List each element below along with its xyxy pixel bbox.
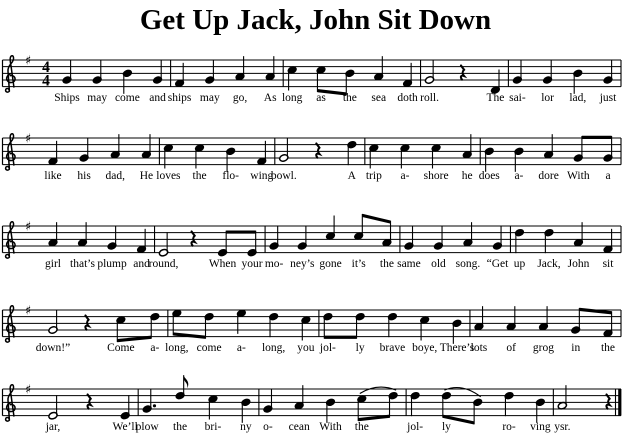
- lyric-syllable: With: [319, 420, 342, 433]
- lyric-syllable: gone: [319, 257, 342, 270]
- lyric-syllable: the: [342, 91, 357, 104]
- eighth-flag: [184, 375, 189, 388]
- lyric-syllable: Come: [107, 341, 135, 354]
- beam: [173, 332, 205, 339]
- lyric-syllable: dad,: [105, 170, 126, 183]
- beam: [226, 230, 256, 233]
- lyric-syllable: his: [77, 170, 91, 183]
- lyric-syllable: may: [87, 91, 108, 104]
- lyric-syllable: a: [605, 170, 611, 183]
- lyric-syllable: old: [431, 257, 446, 270]
- song-title: Get Up Jack, John Sit Down: [139, 4, 492, 36]
- lyric-syllable: roll.: [420, 91, 439, 104]
- lyric-syllable: may: [199, 91, 220, 104]
- lyric-syllable: the: [173, 420, 188, 433]
- lyric-syllable: long,: [165, 341, 189, 354]
- quarter-rest: [88, 395, 91, 409]
- lyric-syllable: a-: [236, 341, 246, 354]
- lyric-syllable: a-: [150, 341, 160, 354]
- quarter-rest: [316, 144, 319, 158]
- lyric-syllable: When: [208, 257, 237, 270]
- lyric-syllable: We’ll: [112, 420, 138, 433]
- lyric-syllable: long: [281, 91, 303, 104]
- slur: [360, 387, 396, 393]
- lyric-syllable: come: [196, 341, 222, 354]
- lyric-syllable: he: [461, 170, 473, 183]
- quarter-rest: [191, 232, 194, 246]
- lyric-syllable: jol-: [319, 341, 336, 354]
- lyric-syllable: up: [513, 257, 526, 270]
- lyric-syllable: in: [571, 341, 581, 354]
- lyric-syllable: dore: [538, 170, 559, 183]
- lyric-syllable: cean: [288, 420, 310, 433]
- beam: [579, 308, 611, 315]
- lyric-syllable: go,: [232, 91, 248, 104]
- lyric-syllable: as: [316, 91, 326, 104]
- lyric-syllable: the: [192, 170, 207, 183]
- lyric-syllable: John: [567, 257, 590, 270]
- lyric-syllable: does: [478, 170, 500, 183]
- lyric-syllable: “Get: [486, 257, 509, 270]
- quarter-rest: [85, 316, 88, 330]
- lyric-syllable: brave: [379, 341, 406, 354]
- lyric-syllable: ving: [530, 420, 551, 433]
- lyric-syllable: ney’s: [290, 257, 315, 270]
- lyric-syllable: wing: [250, 170, 274, 183]
- lyric-syllable: ly: [355, 341, 365, 354]
- beam: [362, 214, 390, 224]
- lyric-syllable: ships: [167, 91, 192, 104]
- lyric-syllable: the: [379, 257, 394, 270]
- lyric-syllable: it’s: [351, 257, 366, 270]
- staff-system-3: [0, 202, 631, 276]
- lyric-syllable: down!”: [35, 341, 71, 354]
- lyric-syllable: and: [133, 257, 150, 270]
- quarter-rest: [606, 395, 609, 409]
- lyric-syllable: of: [506, 341, 517, 354]
- time-signature-numerator: 4: [42, 59, 50, 76]
- lyric-syllable: bri-: [204, 420, 222, 433]
- lyric-syllable: lad,: [569, 91, 587, 104]
- lyric-syllable: your: [241, 257, 263, 270]
- key-signature-sharp: ♯: [24, 302, 32, 318]
- lyric-syllable: sai-: [509, 91, 526, 104]
- lyric-syllable: round,: [148, 257, 179, 270]
- lyric-syllable: come: [114, 91, 140, 104]
- lyric-syllable: shore: [423, 170, 449, 183]
- key-signature-sharp: ♯: [24, 218, 32, 234]
- lyric-syllable: the: [600, 341, 616, 354]
- lyric-syllable: flo-: [222, 170, 239, 183]
- key-signature-sharp: ♯: [24, 130, 32, 146]
- lyric-syllable: There’s: [439, 341, 475, 354]
- lyric-syllable: plump: [97, 257, 127, 270]
- lyric-syllable: you: [297, 341, 315, 354]
- lyric-syllable: jar,: [45, 420, 61, 433]
- lyric-syllable: long,: [261, 341, 286, 354]
- lyric-syllable: He: [139, 170, 154, 183]
- lyric-syllable: o-: [263, 420, 273, 433]
- lyric-syllable: bowl.: [270, 170, 297, 183]
- lyric-syllable: ny: [240, 420, 252, 433]
- lyric-syllable: doth: [397, 91, 418, 104]
- lyric-syllable: and: [149, 91, 166, 104]
- lyric-syllable: boye,: [412, 341, 438, 354]
- lyric-syllable: ysr.: [554, 420, 571, 433]
- lyric-syllable: A: [347, 170, 356, 183]
- staff-system-2: [0, 114, 631, 188]
- lyric-syllable: lots: [470, 341, 488, 354]
- time-signature-denominator: 4: [42, 72, 50, 90]
- lyric-syllable: loves: [156, 170, 181, 183]
- quarter-rest: [461, 66, 464, 80]
- lyric-syllable: Ships: [54, 91, 80, 104]
- lyric-syllable: a-: [400, 170, 410, 183]
- lyric-syllable: jol-: [407, 420, 424, 433]
- lyric-syllable: ro-: [502, 420, 516, 433]
- lyric-syllable: just: [599, 91, 617, 104]
- lyric-syllable: girl: [45, 257, 61, 270]
- lyric-syllable: the: [354, 420, 369, 433]
- key-signature-sharp: ♯: [24, 381, 32, 397]
- key-signature-sharp: ♯: [24, 52, 32, 68]
- lyric-syllable: sit: [602, 257, 614, 270]
- lyric-syllable: trip: [365, 170, 382, 183]
- beam: [324, 336, 356, 339]
- lyric-syllable: The: [486, 91, 505, 104]
- staff-system-5: [0, 365, 631, 439]
- staff-system-1: [0, 36, 631, 110]
- lyric-syllable: grog: [532, 341, 555, 354]
- lyric-syllable: song.: [455, 257, 481, 270]
- lyric-syllable: a-: [514, 170, 524, 183]
- lyric-syllable: As: [263, 91, 277, 104]
- staff-system-4: [0, 286, 631, 360]
- lyric-syllable: like: [44, 170, 62, 183]
- final-thick-barline: [618, 389, 621, 416]
- lyric-syllable: Jack,: [537, 257, 561, 270]
- lyric-syllable: plow: [135, 420, 159, 433]
- augmentation-dot: [153, 404, 156, 407]
- lyric-syllable: sea: [371, 91, 387, 104]
- lyric-syllable: ly: [441, 420, 451, 433]
- lyric-syllable: mo-: [264, 257, 284, 270]
- lyric-syllable: With: [567, 170, 590, 183]
- beam: [582, 136, 612, 139]
- lyric-syllable: lor: [541, 91, 554, 104]
- lyric-syllable: that’s: [70, 257, 95, 270]
- lyric-syllable: same: [397, 257, 421, 270]
